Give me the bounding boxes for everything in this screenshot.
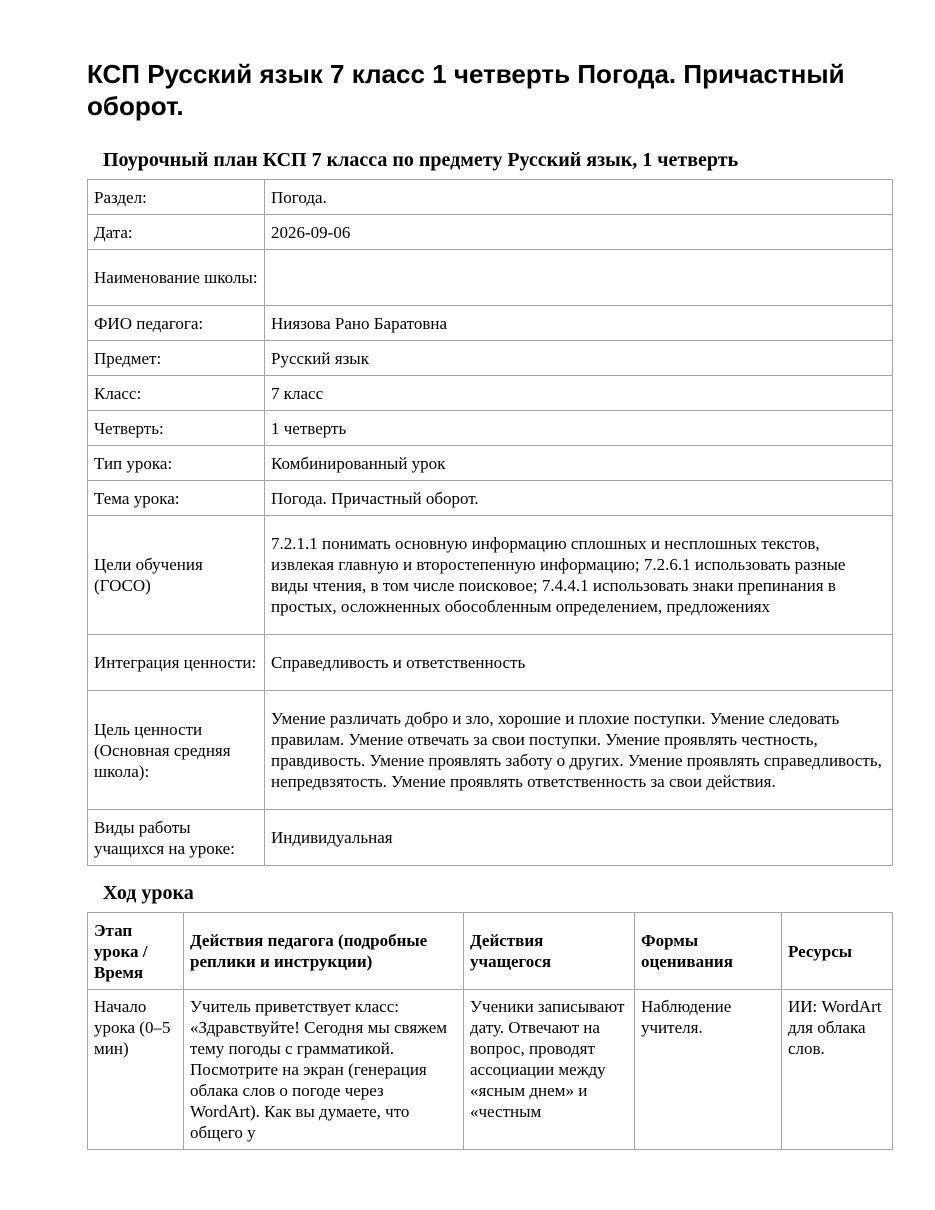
info-row-work-types [88, 810, 893, 866]
info-label: Цель ценности (Основная средняя школа): [88, 691, 265, 810]
info-value: Умение различать добро и зло, хорошие и плохие поступки. Умение следовать правилам. Умение отвечать за свои поступки. Умение проявлять честность, правдивость. Умение проявлять заботу о других. Умение проявлять справедливость, непредвзятость. Умение проявлять ответственность за свои действия. [265, 691, 893, 810]
info-value: Ниязова Рано Баратовна [265, 306, 893, 341]
info-row-topic [88, 481, 893, 516]
info-label: Тип урока: [88, 446, 265, 481]
info-row-value-integration [88, 635, 893, 691]
info-label: Дата: [88, 215, 265, 250]
info-label: Цели обучения (ГОСО) [88, 516, 265, 635]
info-row-quarter [88, 411, 893, 446]
info-value: Комбинированный урок [265, 446, 893, 481]
info-value: 2026-09-06 [265, 215, 893, 250]
course-heading: Ход урока [103, 882, 194, 904]
plan-heading: Поурочный план КСП 7 класса по предмету Русский язык, 1 четверть [103, 149, 739, 171]
info-label: ФИО педагога: [88, 306, 265, 341]
info-value: 7.2.1.1 понимать основную информацию сплошных и несплошных текстов, извлекая главную и второстепенную информацию; 7.2.6.1 использовать разные виды чтения, в том числе поисковое; 7.4.4.1 использовать знаки препинания в простых, осложненных обособленным определением, предложениях [265, 516, 893, 635]
column-header-student-actions: Действия учащегося [464, 913, 635, 990]
info-value: Погода. [265, 180, 893, 215]
info-label: Четверть: [88, 411, 265, 446]
info-label: Наименование школы: [88, 250, 265, 306]
info-label: Предмет: [88, 341, 265, 376]
info-row-date [88, 215, 893, 250]
table-row [88, 990, 893, 1150]
info-label: Класс: [88, 376, 265, 411]
column-header-assessment: Формы оценивания [635, 913, 782, 990]
info-row-value-goal [88, 691, 893, 810]
info-label: Виды работы учащихся на уроке: [88, 810, 265, 866]
info-value: Русский язык [265, 341, 893, 376]
info-label: Раздел: [88, 180, 265, 215]
info-value [265, 250, 893, 306]
course-header-row [88, 913, 893, 990]
lesson-course-table [87, 912, 893, 1150]
info-row-lesson-type [88, 446, 893, 481]
info-label: Интеграция ценности: [88, 635, 265, 691]
column-header-resources: Ресурсы [782, 913, 893, 990]
info-row-grade [88, 376, 893, 411]
info-row-learning-goals [88, 516, 893, 635]
cell-assessment: Наблюдение учителя. [635, 990, 782, 1150]
info-value: 1 четверть [265, 411, 893, 446]
info-value: Индивидуальная [265, 810, 893, 866]
info-row-subject [88, 341, 893, 376]
column-header-stage: Этап урока / Время [88, 913, 184, 990]
info-value: Справедливость и ответственность [265, 635, 893, 691]
info-row-teacher [88, 306, 893, 341]
info-label: Тема урока: [88, 481, 265, 516]
document-title: КСП Русский язык 7 класс 1 четверть Погода. Причастный оборот. [87, 59, 845, 121]
cell-stage: Начало урока (0–5 мин) [88, 990, 184, 1150]
lesson-info-table [87, 179, 893, 866]
info-row-section [88, 180, 893, 215]
cell-teacher-actions: Учитель приветствует класс: «Здравствуйте! Сегодня мы свяжем тему погоды с грамматикой. Посмотрите на экран (генерация облака слов о погоде через WordArt). Как вы думаете, что общего у [184, 990, 464, 1150]
column-header-teacher-actions: Действия педагога (подробные реплики и инструкции) [184, 913, 464, 990]
cell-student-actions: Ученики записывают дату. Отвечают на вопрос, проводят ассоциации между «ясным днем» и «честным [464, 990, 635, 1150]
info-value: 7 класс [265, 376, 893, 411]
info-row-school [88, 250, 893, 306]
cell-resources: ИИ: WordArt для облака слов. [782, 990, 893, 1150]
info-value: Погода. Причастный оборот. [265, 481, 893, 516]
